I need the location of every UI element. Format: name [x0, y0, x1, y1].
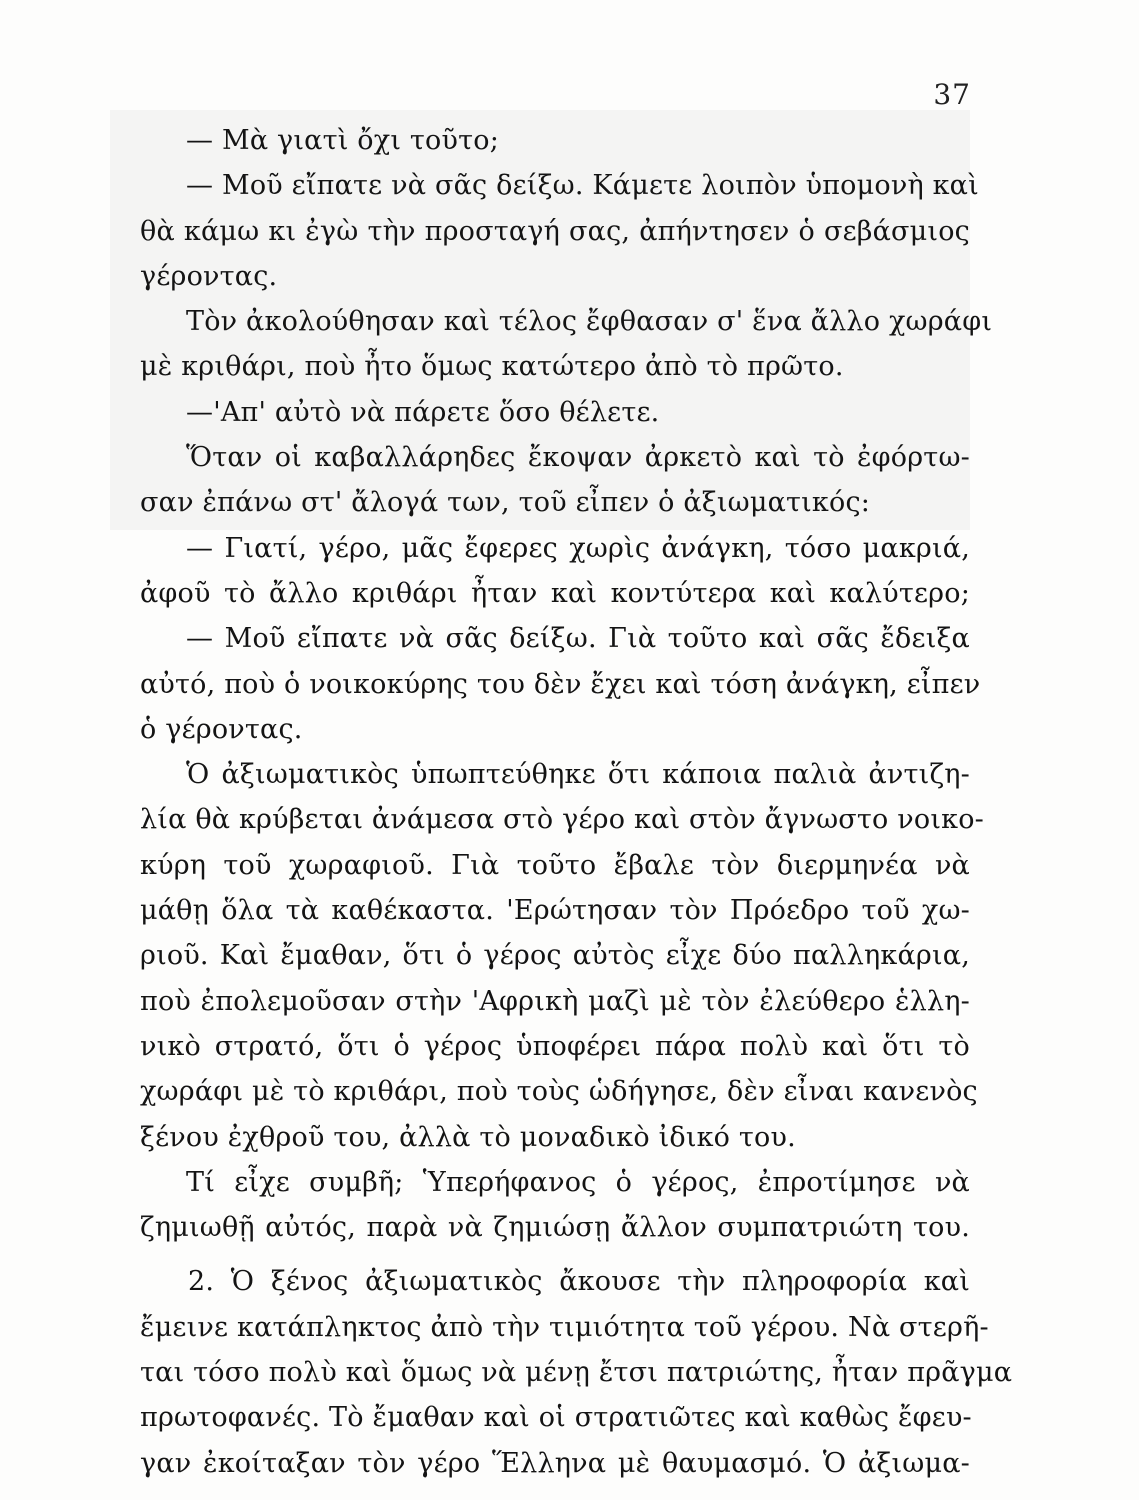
body-text: [140, 118, 1013, 1486]
text-line: θὰ κάμω κι ἐγὼ τὴν προσταγή σας, ἀπήντησεν ὁ σεβάσμιος: [140, 215, 970, 247]
text-line: νικὸ στρατό, ὅτι ὁ γέρος ὑποφέρει πάρα πολὺ καὶ ὅτι τὸ: [140, 1030, 970, 1062]
text-line: μὲ κριθάρι, ποὺ ἦτο ὅμως κατώτερο ἀπὸ τὸ πρῶτο.: [140, 351, 844, 383]
text-line: Τί εἶχε συμβῆ; Ὑπερήφανος ὁ γέρος, ἐπροτίμησε νὰ: [186, 1166, 970, 1198]
text-line: λία θὰ κρύβεται ἀνάμεσα στὸ γέρο καὶ στὸν ἄγνωστο νοικο-: [140, 804, 984, 836]
text-line: —'Απ' αὐτὸ νὰ πάρετε ὅσο θέλετε.: [186, 396, 660, 428]
text-line: — Μοῦ εἴπατε νὰ σᾶς δείξω. Κάμετε λοιπὸν ὑπομονὴ καὶ: [186, 170, 979, 202]
text-line: Τὸν ἀκολούθησαν καὶ τέλος ἔφθασαν σ' ἕνα ἄλλο χωράφι: [186, 306, 993, 338]
text-line: γέροντας.: [140, 260, 278, 292]
text-line: ποὺ ἐπολεμοῦσαν στὴν 'Αφρικὴ μαζὶ μὲ τὸν ἐλεύθερο ἑλλη-: [140, 985, 970, 1017]
text-line: — Γιατί, γέρο, μᾶς ἔφερες χωρὶς ἀνάγκη, τόσο μακριά,: [186, 532, 970, 564]
text-line: — Μὰ γιατὶ ὄχι τοῦτο;: [186, 125, 499, 156]
text-line: Ὅταν οἱ καβαλλάρηδες ἔκοψαν ἀρκετὸ καὶ τὸ ἐφόρτω-: [186, 442, 970, 474]
text-line: χωράφι μὲ τὸ κριθάρι, ποὺ τοὺς ὡδήγησε, δὲν εἶναι κανενὸς: [140, 1076, 978, 1108]
text-line: σαν ἐπάνω στ' ἄλογά των, τοῦ εἶπεν ὁ ἀξιωματικός:: [140, 487, 871, 519]
text-line: ἀφοῦ τὸ ἄλλο κριθάρι ἦταν καὶ κοντύτερα καὶ καλύτερο;: [140, 577, 970, 609]
section-gap: [140, 1250, 970, 1259]
text-line: ὁ γέροντας.: [140, 713, 303, 745]
page-number: 37: [933, 78, 971, 111]
text-line: γαν ἐκοίταξαν τὸν γέρο Ἕλληνα μὲ θαυμασμό. Ὁ ἀξιωμα-: [140, 1447, 970, 1479]
text-line: Ὁ ἀξιωματικὸς ὑπωπτεύθηκε ὅτι κάποια παλιὰ ἀντιζη-: [186, 759, 970, 791]
text-line: — Μοῦ εἴπατε νὰ σᾶς δείξω. Γιὰ τοῦτο καὶ σᾶς ἔδειξα: [186, 623, 970, 655]
text-line: ξένου ἐχθροῦ του, ἀλλὰ τὸ μοναδικὸ ἰδικό του.: [140, 1121, 796, 1153]
text-line: κύρη τοῦ χωραφιοῦ. Γιὰ τοῦτο ἔβαλε τὸν διερμηνέα νὰ: [140, 849, 970, 881]
text-line: πρωτοφανές. Τὸ ἔμαθαν καὶ οἱ στρατιῶτες καὶ καθὼς ἔφευ-: [140, 1402, 972, 1434]
text-line: 2. Ὁ ξένος ἀξιωματικὸς ἄκουσε τὴν πληροφορία καὶ: [188, 1266, 970, 1298]
text-line: ται τόσο πολὺ καὶ ὅμως νὰ μένῃ ἔτσι πατριώτης, ἦταν πρᾶγμα: [140, 1357, 1013, 1389]
text-line: μάθῃ ὅλα τὰ καθέκαστα. 'Ερώτησαν τὸν Πρόεδρο τοῦ χω-: [140, 895, 970, 927]
text-line: ριοῦ. Καὶ ἔμαθαν, ὅτι ὁ γέρος αὐτὸς εἶχε δύο παλληκάρια,: [140, 940, 970, 972]
text-line: ἔμεινε κατάπληκτος ἀπὸ τὴν τιμιότητα τοῦ γέρου. Νὰ στερῆ-: [140, 1311, 989, 1343]
text-line: ζημιωθῇ αὐτός, παρὰ νὰ ζημιώσῃ ἄλλον συμπατριώτη του.: [140, 1212, 970, 1244]
text-line: αὐτό, ποὺ ὁ νοικοκύρης του δὲν ἔχει καὶ τόση ἀνάγκη, εἶπεν: [140, 668, 981, 700]
